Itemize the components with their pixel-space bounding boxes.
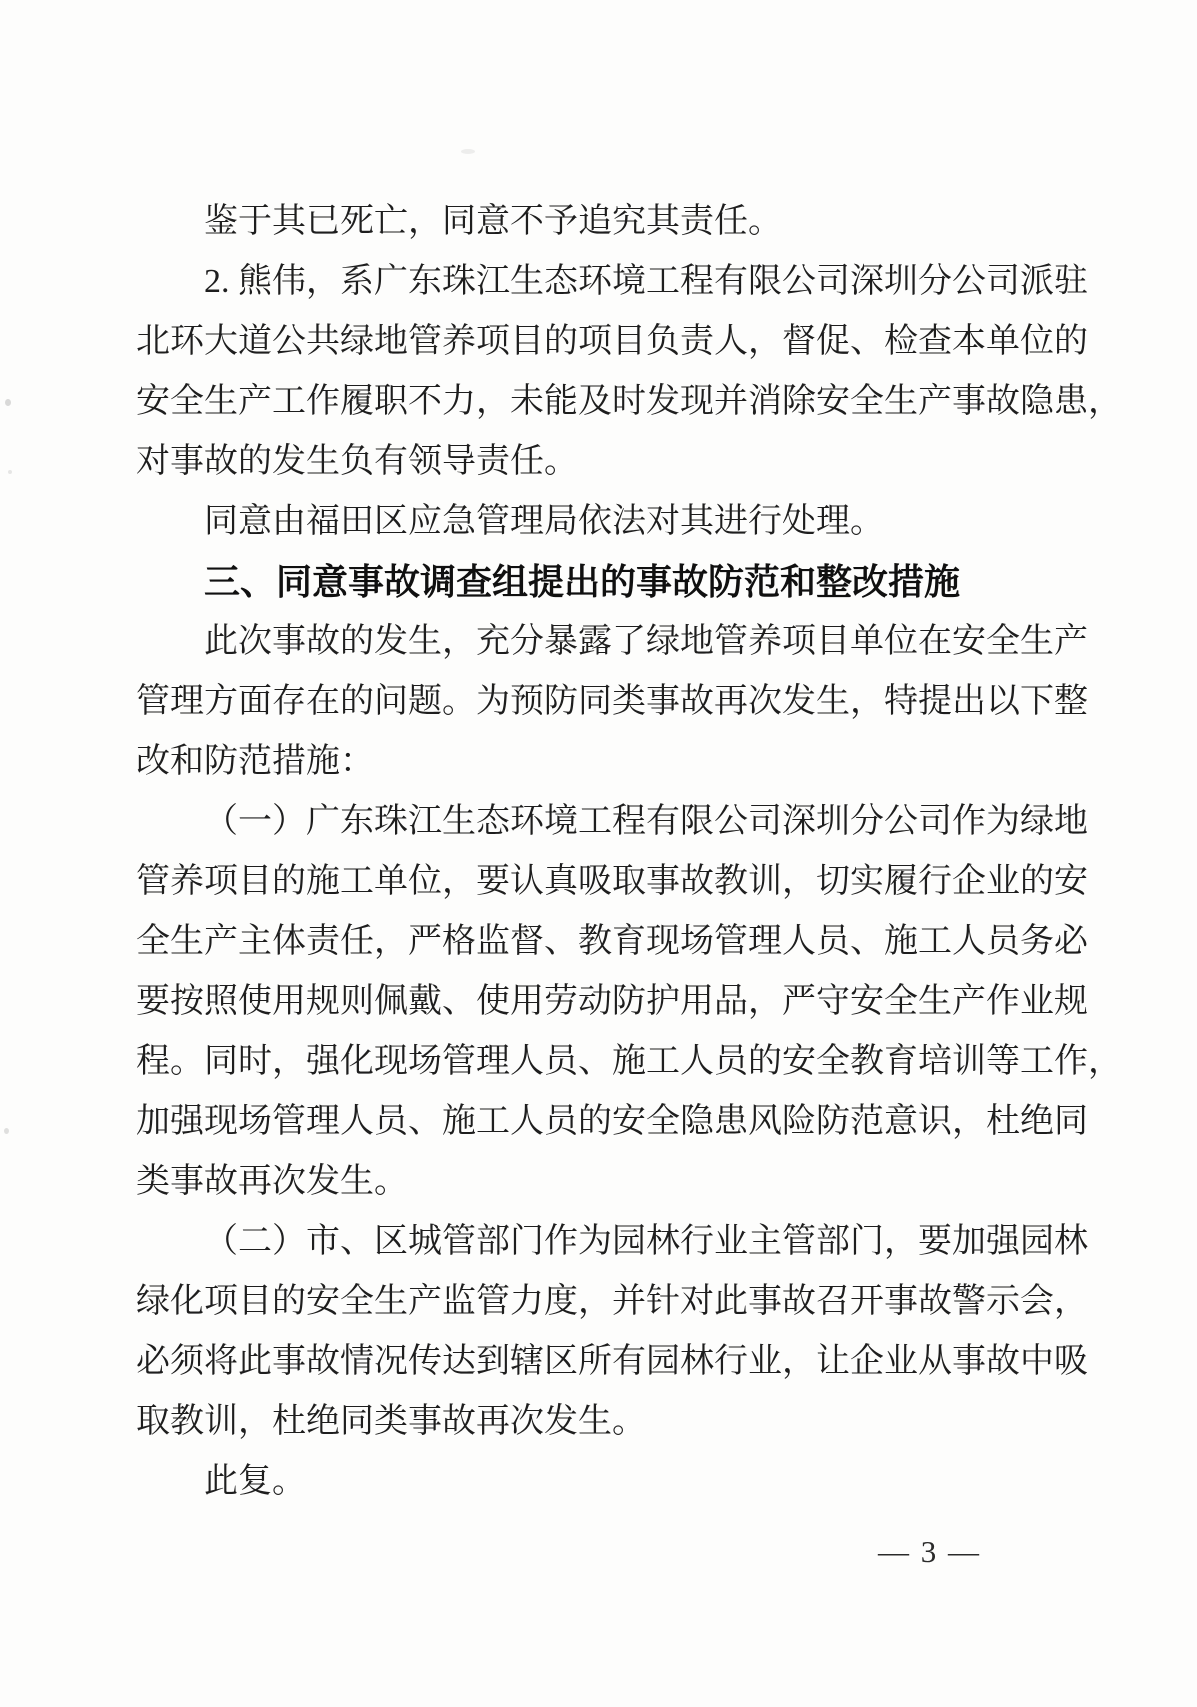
text-line: 绿化项目的安全生产监管力度，并针对此事故召开事故警示会， (136, 1283, 1088, 1320)
scan-artifact (8, 470, 12, 474)
text-line: 对事故的发生负有领导责任。 (136, 443, 578, 480)
text-line: 管理方面存在的问题。为预防同类事故再次发生，特提出以下整 (136, 683, 1088, 720)
text-line: 安全生产工作履职不力，未能及时发现并消除安全生产事故隐患， (136, 383, 1122, 420)
text-line: 北环大道公共绿地管养项目的项目负责人，督促、检查本单位的 (136, 323, 1088, 360)
text-line: 此次事故的发生，充分暴露了绿地管养项目单位在安全生产 (204, 623, 1088, 660)
section-heading: 三、同意事故调查组提出的事故防范和整改措施 (204, 561, 961, 602)
document-body (136, 192, 1122, 1512)
text-line: 要按照使用规则佩戴、使用劳动防护用品，严守安全生产作业规 (136, 983, 1088, 1020)
text-line: （二）市、区城管部门作为园林行业主管部门，要加强园林 (204, 1223, 1088, 1260)
text-line: 2. 熊伟，系广东珠江生态环境工程有限公司深圳分公司派驻 (204, 263, 1088, 300)
text-line: （一）广东珠江生态环境工程有限公司深圳分公司作为绿地 (204, 803, 1088, 840)
text-line: 类事故再次发生。 (136, 1163, 408, 1200)
text-line: 改和防范措施： (136, 743, 374, 780)
text-line: 加强现场管理人员、施工人员的安全隐患风险防范意识，杜绝同 (136, 1103, 1088, 1140)
text-line: 鉴于其已死亡，同意不予追究其责任。 (204, 203, 782, 240)
scan-artifact (4, 1128, 9, 1134)
text-line: 管养项目的施工单位，要认真吸取事故教训，切实履行企业的安 (136, 863, 1088, 900)
page-number: — 3 — (878, 1534, 981, 1569)
scan-artifact (5, 399, 11, 406)
scan-artifact (461, 149, 475, 154)
text-line: 必须将此事故情况传达到辖区所有园林行业，让企业从事故中吸 (136, 1343, 1088, 1380)
text-line: 全生产主体责任，严格监督、教育现场管理人员、施工人员务必 (136, 923, 1088, 960)
text-line: 程。同时，强化现场管理人员、施工人员的安全教育培训等工作， (136, 1043, 1122, 1080)
text-line: 同意由福田区应急管理局依法对其进行处理。 (204, 503, 884, 540)
text-line: 此复。 (204, 1463, 306, 1500)
text-line: 取教训，杜绝同类事故再次发生。 (136, 1403, 646, 1440)
